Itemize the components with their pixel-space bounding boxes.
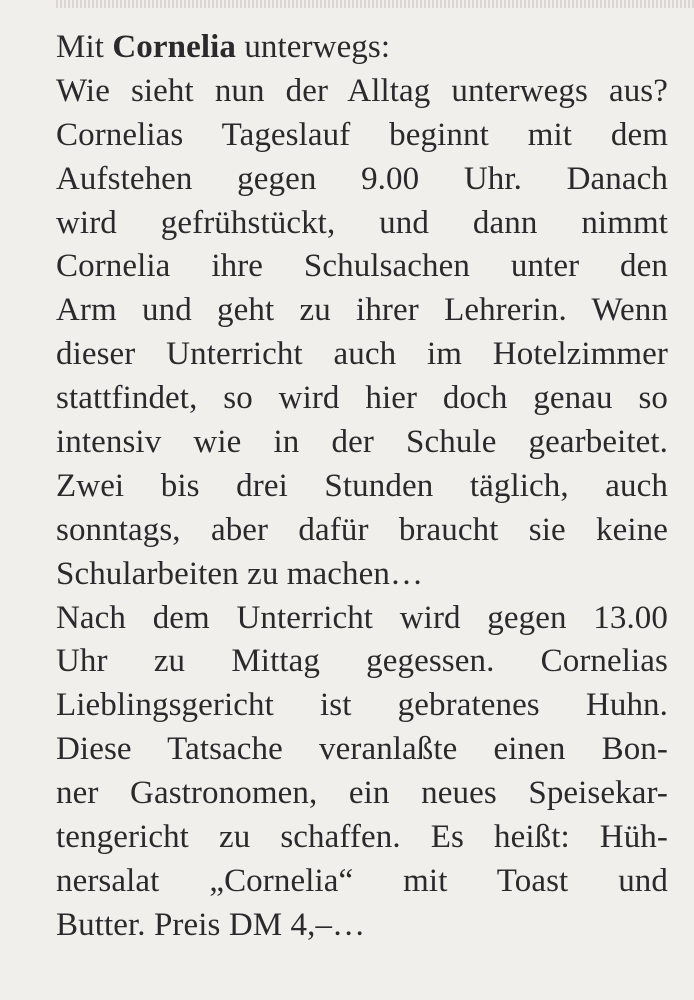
article-line: Cornelias Tageslauf beginnt mit dem <box>56 116 668 153</box>
article-line: intensiv wie in der Schule gearbeitet. <box>56 424 668 461</box>
article-text <box>56 26 668 948</box>
top-divider <box>56 0 694 8</box>
article-line: Schularbeiten zu machen… <box>56 555 424 592</box>
article-line: nersalat „Cornelia“ mit Toast und <box>56 862 668 899</box>
heading-suffix: unterwegs: <box>244 29 391 65</box>
article-heading-line <box>56 26 668 70</box>
article-line: Wie sieht nun der Alltag unterwegs aus? <box>56 72 668 109</box>
article-line: tengericht zu schaffen. Es heißt: Hüh- <box>56 819 668 856</box>
article-line: Aufstehen gegen 9.00 Uhr. Danach <box>56 160 668 197</box>
article-line: ner Gastronomen, ein neues Speisekar- <box>56 775 668 812</box>
article-line: Diese Tatsache veranlaßte einen Bon- <box>56 731 668 768</box>
article-line: stattfindet, so wird hier doch genau so <box>56 380 668 417</box>
article-line: Butter. Preis DM 4,–… <box>56 906 366 943</box>
heading-prefix: Mit <box>56 29 104 65</box>
heading-name: Cornelia <box>112 29 236 65</box>
article-line: Nach dem Unterricht wird gegen 13.00 <box>56 599 668 636</box>
article-line: Zwei bis drei Stunden täglich, auch <box>56 467 668 504</box>
article-line: dieser Unterricht auch im Hotelzimmer <box>56 336 668 373</box>
article-line: Cornelia ihre Schulsachen unter den <box>56 248 668 285</box>
article-line: Arm und geht zu ihrer Lehrerin. Wenn <box>56 292 668 329</box>
article-line: sonntags, aber dafür braucht sie keine <box>56 511 668 548</box>
article-line: wird gefrühstückt, und dann nimmt <box>56 204 668 241</box>
article-line: Uhr zu Mittag gegessen. Cornelias <box>56 643 668 680</box>
article-line: Lieblingsgericht ist gebratenes Huhn. <box>56 687 668 724</box>
